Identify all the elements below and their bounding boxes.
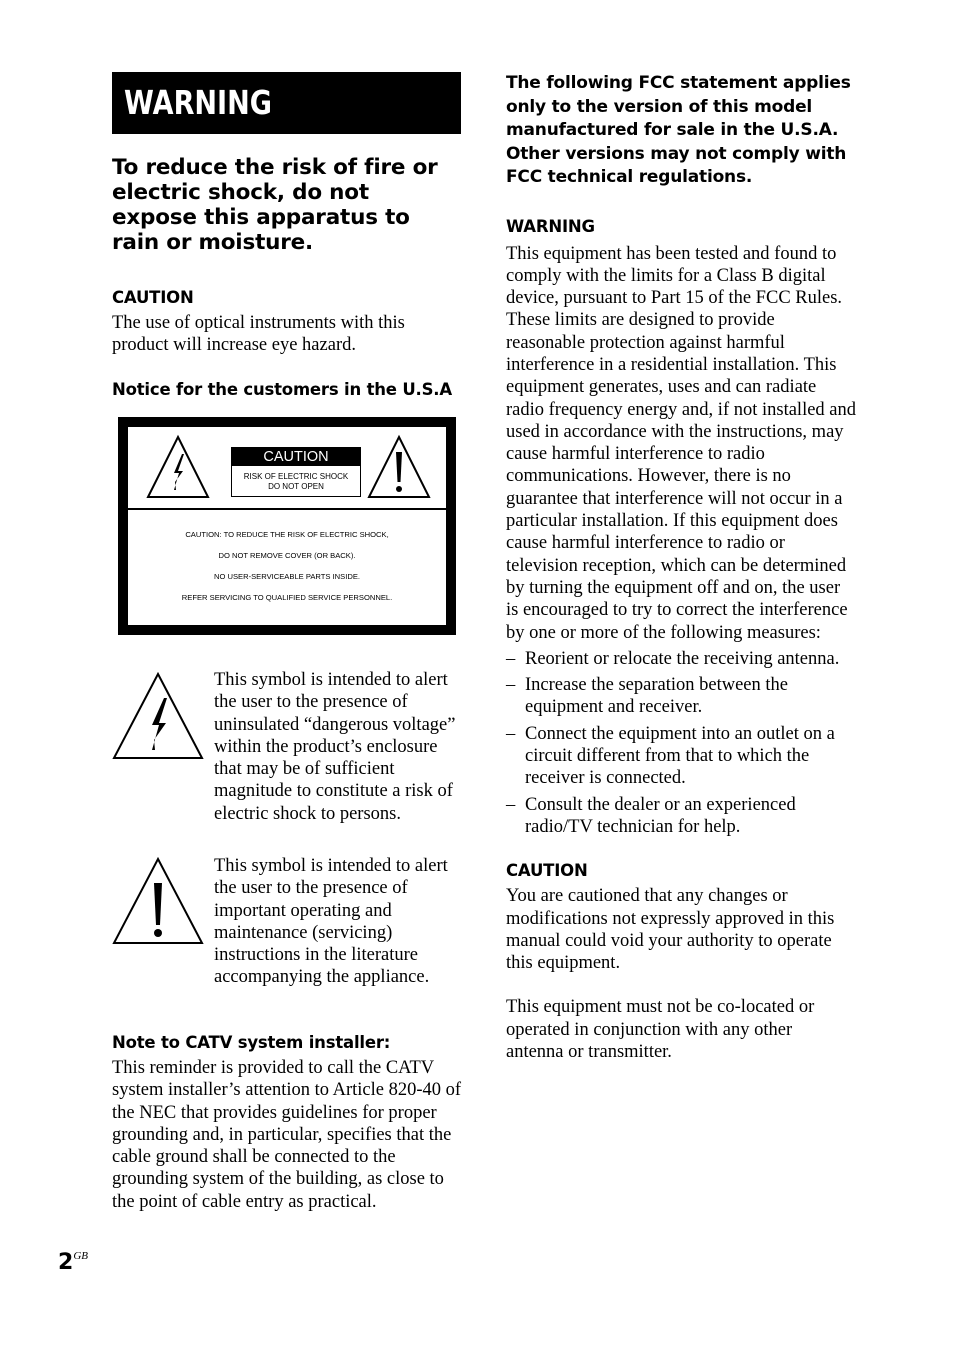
label-bottom-panel	[128, 508, 446, 625]
lightning-symbol-text: This symbol is intended to alert the user to the presence of uninsulated “dangerous voltage” within the product’s enclosure that may be of sufficient magnitude to constitute a risk of electric shock to persons.	[214, 670, 456, 824]
caution-tag-line2: DO NOT OPEN	[268, 482, 324, 491]
exclamation-triangle-icon	[112, 857, 204, 945]
list-dash: –	[506, 648, 516, 669]
label-line-1: CAUTION: TO REDUCE THE RISK OF ELECTRIC SHOCK,	[185, 530, 389, 539]
list-dash: –	[506, 723, 516, 744]
right-column	[506, 72, 861, 1063]
measure-text: Connect the equipment into an outlet on a circuit different from that to which the receiver is connected.	[525, 723, 835, 789]
list-dash: –	[506, 675, 516, 696]
measure-text: Increase the separation between the equipment and receiver.	[525, 675, 788, 718]
label-line-2: DO NOT REMOVE COVER (OR BACK).	[218, 551, 356, 560]
list-item	[506, 794, 861, 839]
left-column	[112, 72, 462, 401]
caution-heading: CAUTION	[112, 288, 194, 307]
page-number-value: 2	[58, 1250, 74, 1275]
catv-text: This reminder is provided to call the CATV system installer’s attention to Article 820-40 of the NEC that provides guidelines for proper grounding and, in particular, specifies that the cable ground shall be connected to the grounding system of the building, as close to the point of cable entry as practical.	[112, 1058, 462, 1212]
page-number	[58, 1250, 88, 1275]
catv-heading: Note to CATV system installer:	[112, 1033, 391, 1052]
measure-text: Reorient or relocate the receiving antenna.	[525, 648, 840, 669]
label-line-4: REFER SERVICING TO QUALIFIED SERVICE PERSONNEL.	[181, 593, 393, 602]
fcc-warning-text: This equipment has been tested and found to comply with the limits for a Class B digital device, pursuant to Part 15 of the FCC Rules. These limits are designed to provide reasonable protection against harmful interference in a residential installation. This equipment generates, uses and can radiate radio frequency energy and, if not installed and used in accordance with the instructions, may cause harmful interference to radio communications. However, there is no guarantee that interference will not occur in a particular installation. If this equipment does cause harmful interference to radio or television reception, which can be determined by turning the equipment off and on, the user is encouraged to try to correct the interference by one or more of the following measures:	[506, 243, 857, 643]
main-warning-heading: To reduce the risk of fire or electric shock, do not expose this apparatus to rain or moisture.	[112, 155, 438, 255]
exclamation-symbol-text: This symbol is intended to alert the user to the presence of important operating and maintenance (servicing) instructions in the literature accompanying the appliance.	[214, 856, 448, 988]
measure-text: Consult the dealer or an experienced radio/TV technician for help.	[525, 794, 796, 837]
list-dash: –	[506, 794, 516, 815]
page-suffix: GB	[73, 1249, 88, 1262]
lightning-warning-icon	[145, 434, 211, 500]
fcc-heading: The following FCC statement applies only to the version of this model manufactured for sale in the U.S.A. Other versions may not comply with FCC technical regulations.	[506, 73, 851, 187]
caution-tag-title: CAUTION	[232, 448, 360, 466]
notice-heading: Notice for the customers in the U.S.A	[112, 379, 452, 399]
fcc-caution-text: You are cautioned that any changes or modifications not expressly approved in this manual could void your authority to operate this equipment.	[506, 886, 835, 974]
caution-text: The use of optical instruments with this product will increase eye hazard.	[112, 313, 405, 356]
exclamation-warning-icon	[366, 434, 432, 500]
interference-measures-list	[506, 648, 861, 838]
warning-banner	[112, 72, 461, 134]
warning-banner-title: WARNING	[124, 83, 272, 122]
caution-tag	[231, 447, 361, 497]
fcc-caution-heading: CAUTION	[506, 861, 588, 881]
caution-tag-line1: RISK OF ELECTRIC SHOCK	[243, 472, 349, 481]
lightning-triangle-icon	[112, 672, 204, 760]
fcc-warning-heading: WARNING	[506, 216, 595, 236]
label-top-panel	[128, 427, 446, 511]
colocation-text: This equipment must not be co-located or operated in conjunction with any other antenna or transmitter.	[506, 997, 815, 1062]
list-item	[506, 674, 861, 719]
label-line-3: NO USER-SERVICEABLE PARTS INSIDE.	[213, 572, 360, 581]
caution-label-image	[118, 417, 456, 635]
catv-note	[112, 1032, 464, 1213]
list-item	[506, 723, 861, 790]
list-item	[506, 648, 861, 670]
